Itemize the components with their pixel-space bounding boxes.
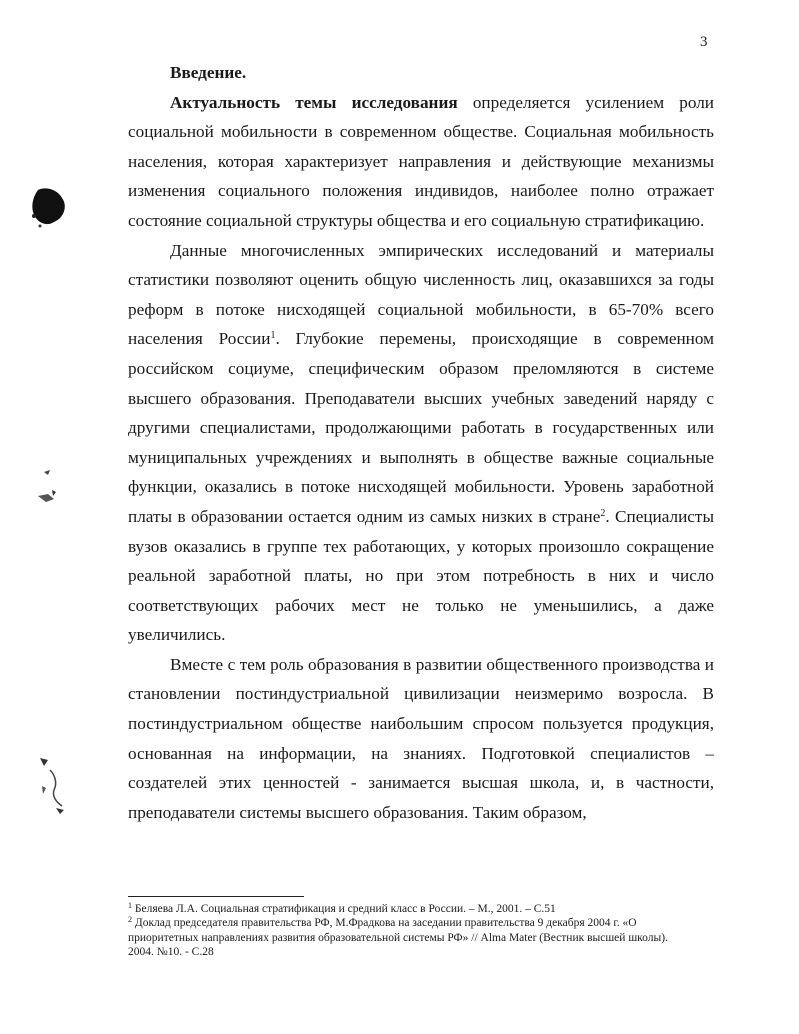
scan-speck-middle	[34, 466, 68, 506]
paragraph-text: определяется усилением роли социальной мобильности в современном обществе. Социальная мобильность населения, которая характеризует направления и действующие механизмы изменения социального положения индивидов, наиболее полно отражает состояние социальной структуры общества и его социальную стратификацию.	[128, 92, 714, 230]
footnote-text: Беляева Л.А. Социальная стратификация и средний класс в России. – М., 2001. – С.51	[132, 903, 556, 915]
section-heading: Введение.	[170, 63, 247, 82]
footnote-2	[128, 916, 688, 959]
footnote-divider	[128, 896, 304, 897]
ink-blot-top	[28, 186, 72, 230]
footnote-ref-2[interactable]: 2	[600, 507, 606, 519]
footnotes	[128, 902, 688, 960]
footnote-mark: 1	[128, 901, 132, 910]
paragraph-education-role: Вместе с тем роль образования в развитии общественного производства и становлении постиндустриальной цивилизации неизмеримо возросла. В постиндустриальном обществе наибольшим спросом пользуется продукция, основанная на информации, на знаниях. Подготовкой специалистов – создателей этих ценностей - занимается высшая школа, и, в частности, преподаватели системы высшего образования. Таким образом,	[128, 654, 714, 822]
page-number: 3	[700, 34, 708, 50]
document-body	[128, 58, 714, 827]
scan-speck-lower	[34, 752, 74, 814]
footnote-text: Доклад председателя правительства РФ, М.Фрадкова на заседании правительства 9 декабря 2004 г. «О приоритетных направлениях развития образовательной системы РФ» // Alma Mater (Вестник высшей школы). 2004. №10. - С.28	[128, 917, 668, 959]
footnote-1	[128, 902, 688, 916]
paragraph-relevance	[128, 88, 714, 236]
footnote-mark: 2	[128, 915, 132, 925]
paragraph-empirical-data	[128, 236, 714, 650]
lead-phrase: Актуальность темы исследования	[170, 92, 458, 112]
paragraph-text: Данные многочисленных эмпирических исследований и материалы статистики позволяют оценить общую численность лиц, оказавшихся за годы реформ в потоке нисходящей социальной мобильности, в 65-70% всего населения России	[128, 240, 714, 349]
footnote-ref-1[interactable]: 1	[270, 330, 276, 342]
paragraph-text: . Специалисты вузов оказались в группе тех работающих, у которых произошло сокращение реальной заработной платы, но при этом потребность в них и число соответствующих рабочих мест не только не уменьшились, а даже увеличились.	[128, 506, 714, 645]
paragraph-text: . Глубокие перемены, происходящие в современном российском социуме, специфическим образом преломляются в системе высшего образования. Преподаватели высших учебных заведений наряду с другими специалистами, продолжающими работать в государственных или муниципальных учреждениях и выполнять в обществе важные социальные функции, оказались в потоке нисходящей мобильности. Уровень заработной платы в образовании остается одним из самых низких в стране	[128, 329, 715, 526]
